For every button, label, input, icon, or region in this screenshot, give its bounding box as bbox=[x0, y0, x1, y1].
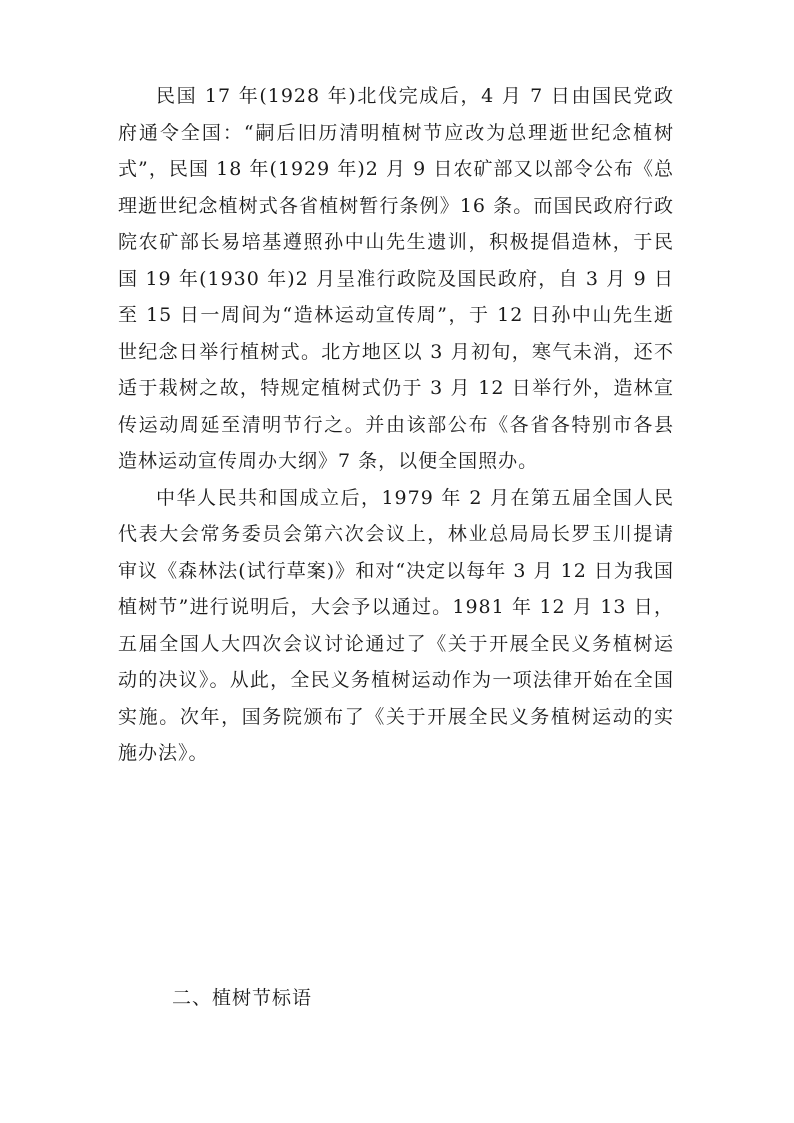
paragraph-1: 民国 17 年(1928 年)北伐完成后，4 月 7 日由国民党政府通令全国：“嗣后旧历清明植树节应改为总理逝世纪念植树式”，民国 18 年(1929 年)2 月 9 日农矿部又以部令公布《总理逝世纪念植树式各省植树暂行条例》16 条。而国民政府行政院农矿部长易培基遵照孙中山先生遗训，积极提倡造林，于民国 19 年(1930 年)2 月呈准行政院及国民政府，自 3 月 9 日至 15 日一周间为“造林运动宣传周”，于 12 日孙中山先生逝世纪念日举行植树式。北方地区以 3 月初旬，寒气未消，还不适于栽树之故，特规定植树式仍于 3 月 12 日举行外，造林宣传运动周延至清明节行之。并由该部公布《各省各特别市各县造林运动宣传周办大纲》7 条，以便全国照办。 bbox=[118, 85, 674, 472]
paragraph-2: 中华人民共和国成立后，1979 年 2 月在第五届全国人民代表大会常务委员会第六次会议上，林业总局局长罗玉川提请审议《森林法(试行草案)》和对“决定以每年 3 月 12 日为我国植树节”进行说明后，大会予以通过。1981 年 12 月 13 日，五届全国人大四次会议讨论通过了《关于开展全民义务植树运动的决议》。从此，全民义务植树运动作为一项法律开始在全国实施。次年，国务院颁布了《关于开展全民义务植树运动的实施办法》。 bbox=[118, 486, 674, 764]
document-body bbox=[118, 78, 674, 772]
section-heading: 二、植树节标语 bbox=[172, 987, 313, 1009]
